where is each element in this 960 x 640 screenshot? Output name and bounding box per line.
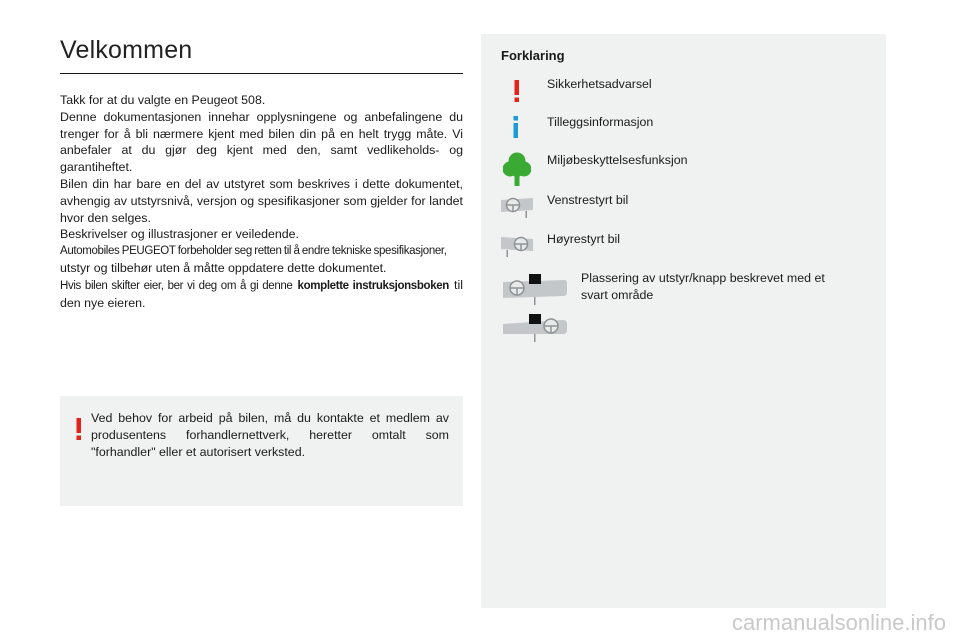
legend-label: Tilleggsinformasjon (547, 115, 654, 129)
legend-title: Forklaring (501, 48, 565, 63)
info-icon (512, 116, 520, 138)
exclamation-icon (513, 80, 521, 102)
owner-tail: til den nye eieren. (60, 277, 463, 310)
legend-label: Høyrestyrt bil (547, 232, 620, 246)
exclamation-icon (75, 418, 83, 440)
intro-paragraph: Bilen din har bare en del av utstyret som beskrives i dette dokumentet, avhengig av utstyrsnivå, versjon og spesifikasjoner som gjelder for landet hvor den selges. (60, 176, 463, 225)
legend-label: Venstrestyrt bil (547, 193, 629, 207)
owner-bold: komplette instruksjonsboken (297, 279, 449, 292)
intro-paragraph: utstyr og tilbehør uten å måtte oppdatere dette dokumentet. (60, 260, 387, 275)
intro-paragraph: Takk for at du valgte en Peugeot 508. (60, 93, 266, 107)
welcome-section (60, 36, 463, 311)
legend-panel (481, 34, 886, 608)
leaf-tree-icon (503, 152, 531, 186)
note-box (60, 396, 463, 506)
intro-paragraph: Automobiles PEUGEOT forbeholder seg retten til å endre tekniske spesifikasjoner, (60, 245, 447, 258)
equipment-location-icon (501, 272, 569, 344)
left-hand-drive-icon (501, 194, 533, 220)
intro-paragraph: Denne dokumentasjonen innehar opplysningene og anbefalingene du trenger for å bli nærmere kjent med bilen din på en helt trygg måte. Vi anbefaler at du gjør deg kjent med den, samt vedlikeholds- og garantiheftet. (60, 109, 463, 175)
legend-label: Miljøbeskyttelsesfunksjon (547, 153, 688, 167)
note-text: Ved behov for arbeid på bilen, må du kontakte et medlem av produsentens forhandlernettverk, heretter omtalt som "forhandler" eller et autorisert verksted. (91, 411, 449, 459)
legend-label: Sikkerhetsadvarsel (547, 77, 652, 91)
owner-line: Hvis bilen skifter eier, ber vi deg om å gi denne (60, 279, 293, 292)
owner-paragraph (60, 277, 463, 312)
legend-label: Plassering av utstyr/knapp beskrevet med et svart område (581, 271, 825, 302)
page-title: Velkommen (60, 36, 193, 64)
intro-paragraph: Beskrivelser og illustrasjoner er veiledende. (60, 227, 299, 242)
intro-text (60, 92, 463, 311)
right-hand-drive-icon (501, 233, 533, 259)
title-divider (60, 73, 463, 74)
watermark: carmanualsonline.info (731, 610, 946, 635)
